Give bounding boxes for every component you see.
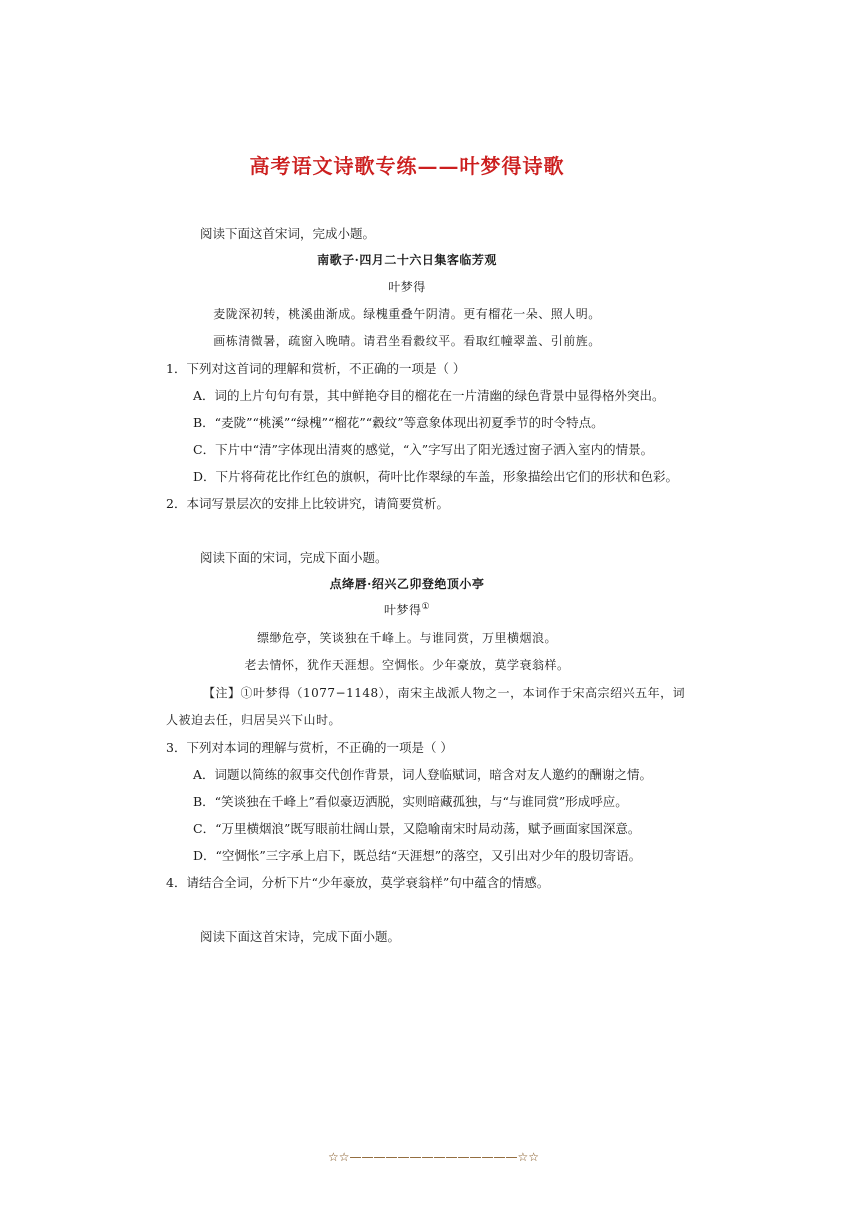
annotation-line: 人被迫去任，归居吴兴下山时。 — [166, 713, 342, 727]
poem2-line: 缥缈危亭，笑谈独在千峰上。与谁同赏，万里横烟浪。 — [256, 631, 557, 645]
q1-option-a: A．词的上片句句有景，其中鲜艳夺目的榴花在一片清幽的绿色背景中显得格外突出。 — [193, 388, 665, 403]
poem1-line: 画栋清微暑，疏窗入晚晴。请君坐看縠纹平。看取红幢翠盖、引前旌。 — [213, 334, 601, 348]
section2-intro: 阅读下面的宋词，完成下面小题。 — [200, 550, 388, 565]
question-1: 1．下列对这首词的理解和赏析，不正确的一项是（ ） — [166, 361, 466, 376]
question-2: 2．本词写景层次的安排上比较讲究，请简要赏析。 — [166, 496, 449, 511]
q3-option-a: A．词题以简练的叙事交代创作背景，词人登临赋词，暗含对友人邀约的酬谢之情。 — [193, 767, 653, 782]
poem2-line: 老去情怀，犹作天涯想。空惆怅。少年豪放，莫学衰翁样。 — [244, 658, 570, 672]
poem1-title: 南歌子·四月二十六日集客临芳观 — [317, 253, 497, 267]
poem1-author: 叶梦得 — [388, 280, 426, 294]
footnote-mark: ① — [421, 602, 431, 612]
annotation-line: 【注】①叶梦得（1077−1148），南宋主战派人物之一，本词作于宋高宗绍兴五年，词 — [203, 686, 686, 700]
footer-decoration: ☆☆——————————————☆☆ — [327, 1150, 540, 1164]
section1-intro: 阅读下面这首宋词，完成小题。 — [200, 226, 376, 241]
poem1-line: 麦陇深初转，桃溪曲渐成。绿槐重叠午阴清。更有榴花一朵、照人明。 — [213, 307, 601, 321]
section3-intro: 阅读下面这首宋诗，完成下面小题。 — [200, 929, 401, 944]
q1-option-d: D．下片将荷花比作红色的旗帜，荷叶比作翠绿的车盖，形象描绘出它们的形状和色彩。 — [193, 469, 679, 484]
q3-option-d: D．“空惆怅”三字承上启下，既总结“天涯想”的落空，又引出对少年的殷切寄语。 — [193, 848, 642, 863]
q1-option-c: C．下片中“清”字体现出清爽的感觉，“入”字写出了阳光透过窗子洒入室内的情景。 — [193, 442, 654, 457]
question-3: 3．下列对本词的理解与赏析，不正确的一项是（ ） — [166, 740, 453, 755]
poem2-author — [0, 601, 814, 618]
document-title: 高考语文诗歌专练——叶梦得诗歌 — [249, 154, 565, 178]
question-4: 4．请结合全词，分析下片“少年豪放，莫学衰翁样”句中蕴含的情感。 — [166, 875, 550, 890]
q1-option-b: B．“麦陇”“桃溪”“绿槐”“榴花”“縠纹”等意象体现出初夏季节的时令特点。 — [193, 415, 604, 430]
poem2-author-name: 叶梦得 — [383, 603, 422, 617]
q3-option-b: B．“笑谈独在千峰上”看似豪迈洒脱，实则暗藏孤独，与“与谁同赏”形成呼应。 — [193, 794, 628, 809]
poem2-title: 点绛唇·绍兴乙卯登绝顶小亭 — [329, 577, 485, 591]
q3-option-c: C．“万里横烟浪”既写眼前壮阔山景，又隐喻南宋时局动荡，赋予画面家国深意。 — [193, 821, 641, 836]
